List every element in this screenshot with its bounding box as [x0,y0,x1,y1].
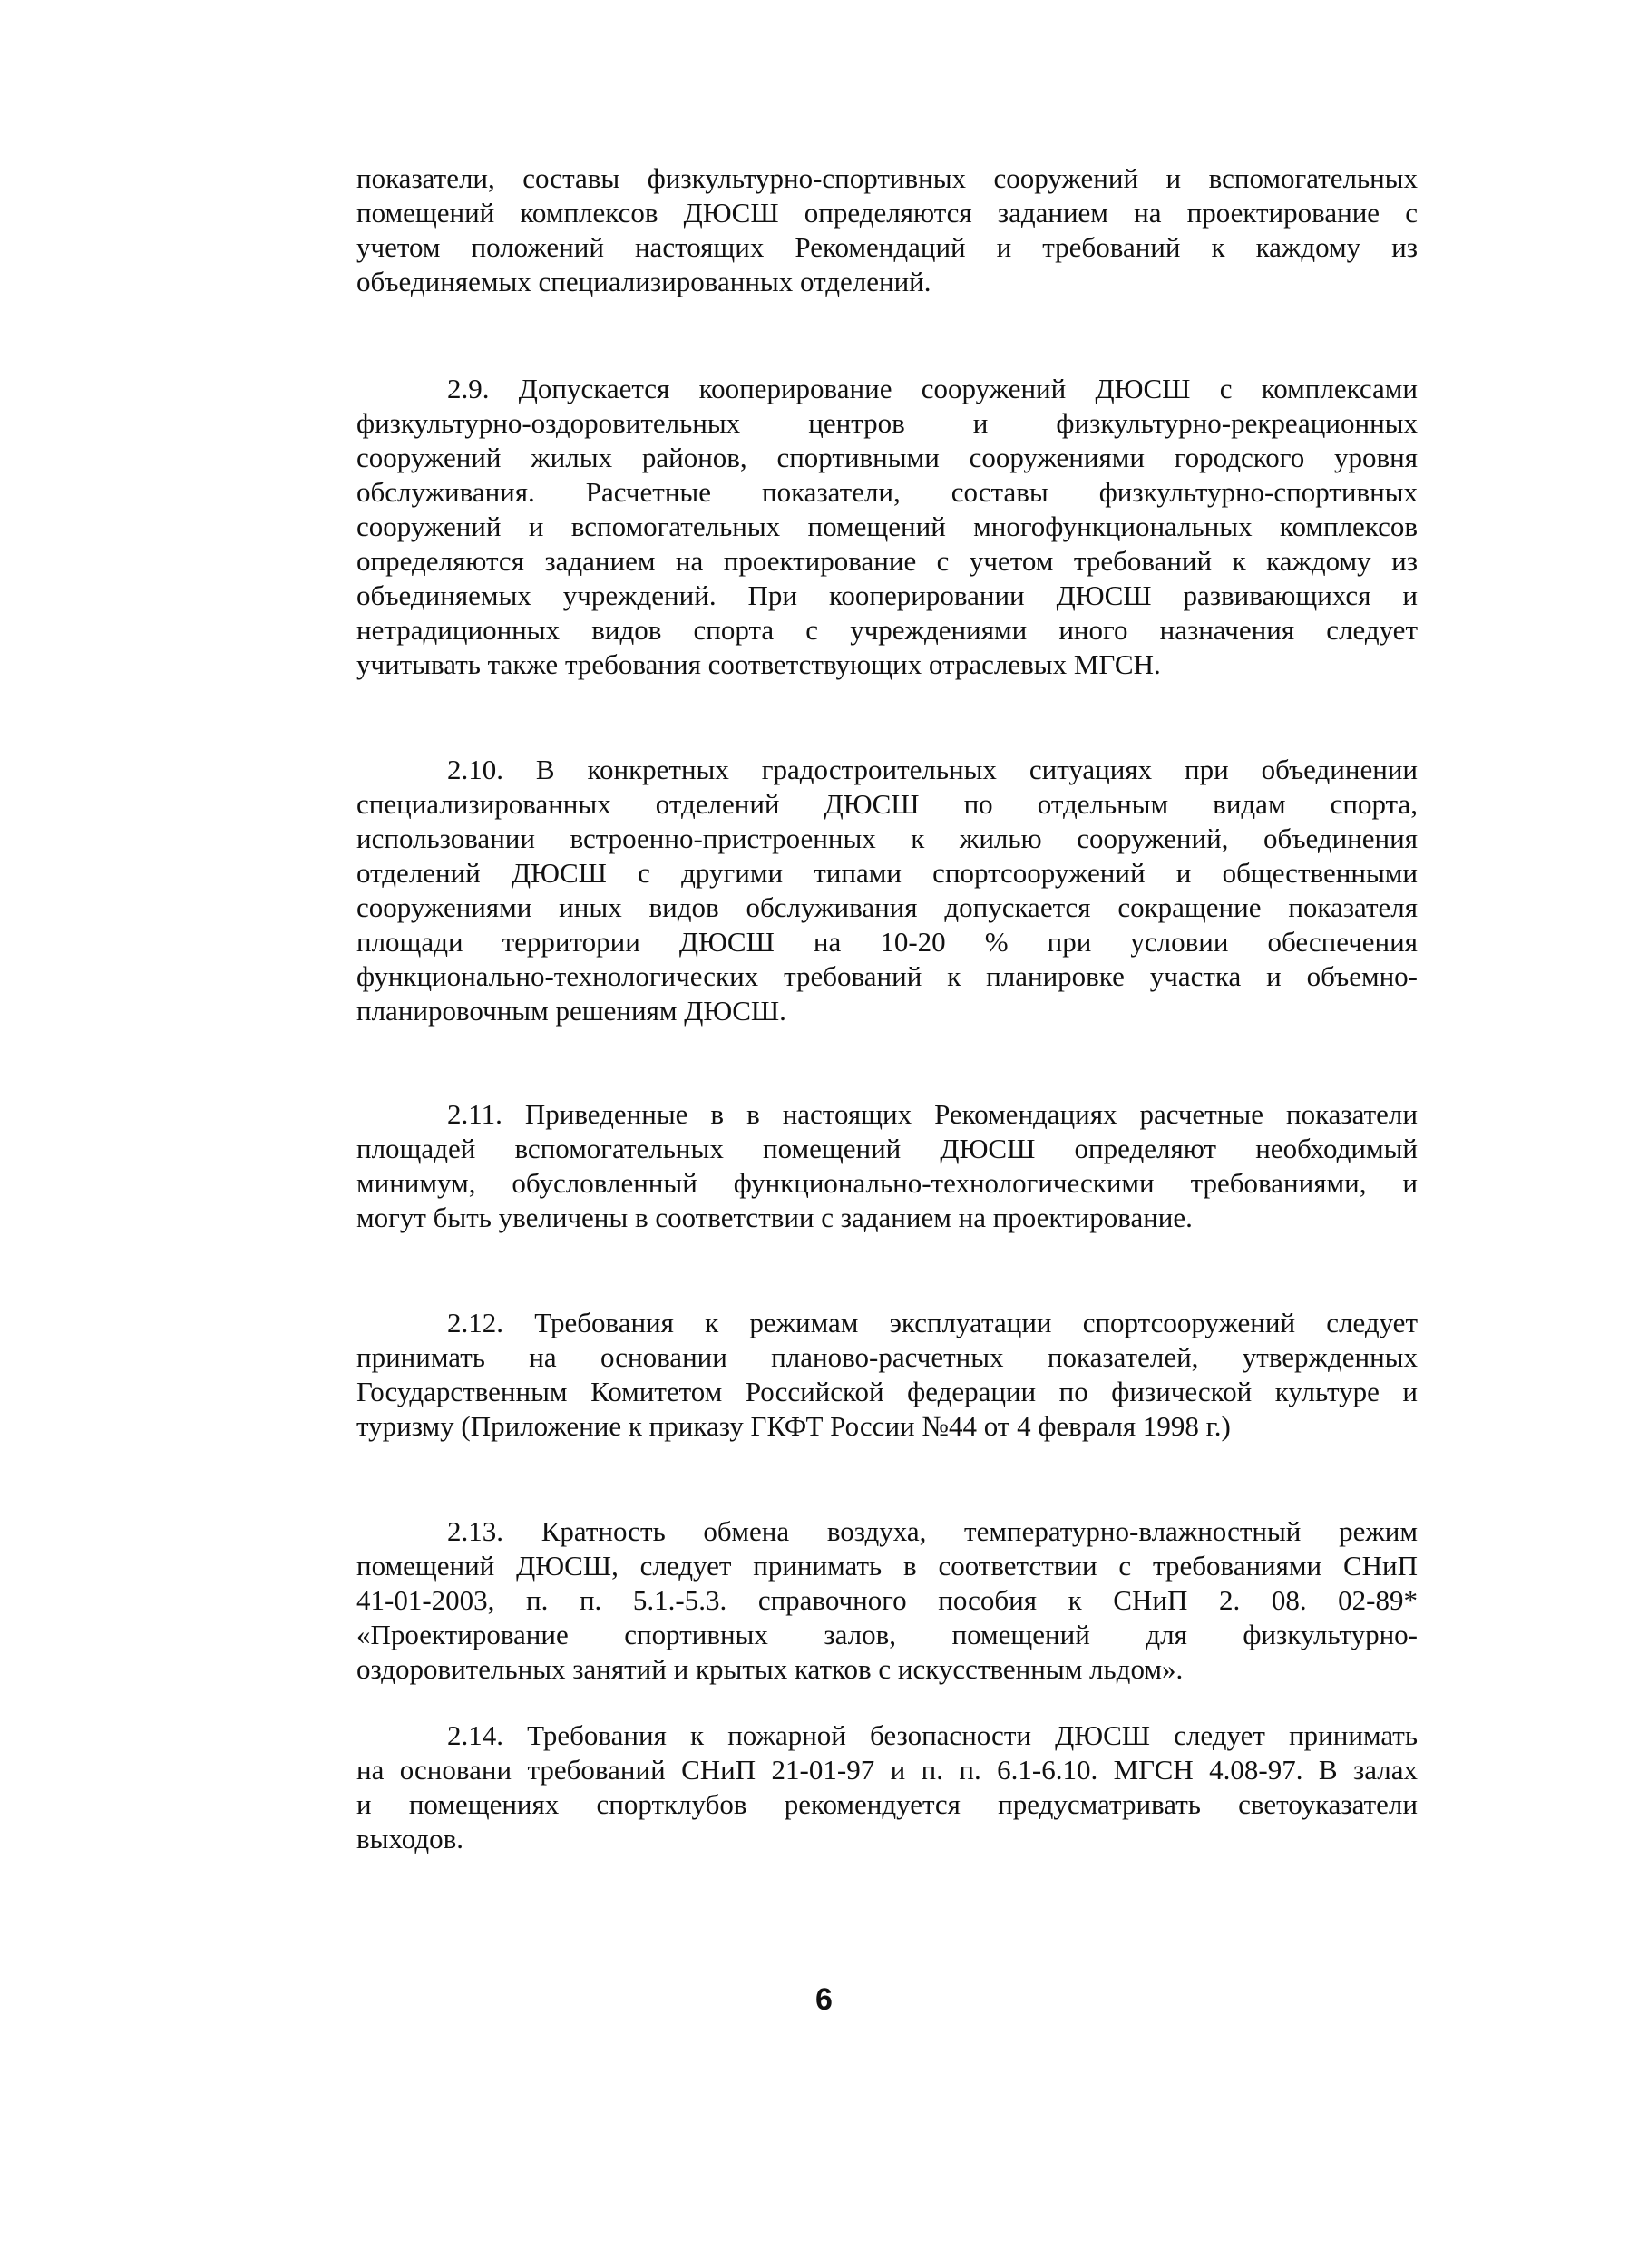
paragraph-2-11 [356,1097,1418,1235]
text-line: специализированных отделений ДЮСШ по отдельным видам спорта, [356,788,1418,820]
text-line: объединяемых учреждений. При кооперировании ДЮСШ развивающихся и [356,579,1418,611]
page-number: 6 [815,1982,833,2017]
text-line: Государственным Комитетом Российской федерации по физической культуре и [356,1376,1418,1407]
text-line: могут быть увеличены в соответствии с заданием на проектирование. [356,1202,1193,1233]
text-line: объединяемых специализированных отделений. [356,266,931,297]
text-line: учитывать также требования соответствующих отраслевых МГСН. [356,648,1161,680]
paragraph-intro [356,161,1418,299]
text-line: помещений комплексов ДЮСШ определяются заданием на проектирование с [356,197,1418,229]
text-line: принимать на основании планово-расчетных показателей, утвержденных [356,1341,1418,1373]
text-line: сооружений и вспомогательных помещений многофункциональных комплексов [356,511,1418,542]
text-line: 2.12. Требования к режимам эксплуатации спортсооружений следует [447,1307,1418,1338]
text-line: нетрадиционных видов спорта с учреждениями иного назначения следует [356,614,1418,646]
text-line: 41-01-2003, п. п. 5.1.-5.3. справочного пособия к СНиП 2. 08. 02-89* [356,1584,1418,1616]
text-line: на основани требований СНиП 21-01-97 и п. п. 6.1-6.10. МГСН 4.08-97. В залах [356,1754,1418,1786]
text-line: физкультурно-оздоровительных центров и физкультурно-рекреационных [356,407,1418,439]
text-line: помещений ДЮСШ, следует принимать в соответствии с требованиями СНиП [356,1550,1418,1582]
text-line: сооружений жилых районов, спортивными сооружениями городского уровня [356,442,1418,473]
text-line: функционально-технологических требований к планировке участка и объемно- [356,960,1418,992]
paragraph-2-10 [356,753,1418,1028]
text-line: «Проектирование спортивных залов, помещений для физкультурно- [356,1619,1418,1650]
text-line: 2.9. Допускается кооперирование сооружений ДЮСШ с комплексами [447,373,1418,404]
text-line: 2.13. Кратность обмена воздуха, температурно-влажностный режим [447,1515,1418,1547]
text-line: учетом положений настоящих Рекомендаций и требований к каждому из [356,231,1418,263]
text-line: 2.10. В конкретных градостроительных ситуациях при объединении [447,754,1418,785]
text-line: сооружениями иных видов обслуживания допускается сокращение показателя [356,891,1418,923]
text-line: площади территории ДЮСШ на 10-20 % при условии обеспечения [356,926,1418,958]
paragraph-2-14 [356,1718,1418,1856]
text-line: площадей вспомогательных помещений ДЮСШ определяют необходимый [356,1133,1418,1164]
paragraph-2-9 [356,372,1418,682]
text-line: 2.11. Приведенные в в настоящих Рекомендациях расчетные показатели [447,1098,1418,1130]
text-line: туризму (Приложение к приказу ГКФТ России №44 от 4 февраля 1998 г.) [356,1410,1231,1442]
text-line: использовании встроенно-пристроенных к жилью сооружений, объединения [356,823,1418,854]
text-line: отделений ДЮСШ с другими типами спортсооружений и общественными [356,857,1418,889]
paragraph-2-13 [356,1514,1418,1687]
paragraph-2-12 [356,1306,1418,1444]
text-line: выходов. [356,1823,464,1854]
text-line: обслуживания. Расчетные показатели, составы физкультурно-спортивных [356,476,1418,508]
text-line: оздоровительных занятий и крытых катков с искусственным льдом». [356,1653,1184,1685]
text-line: минимум, обусловленный функционально-технологическими требованиями, и [356,1167,1418,1199]
text-line: показатели, составы физкультурно-спортивных сооружений и вспомогательных [356,162,1418,194]
text-line: 2.14. Требования к пожарной безопасности ДЮСШ следует принимать [447,1719,1418,1751]
text-line: и помещениях спортклубов рекомендуется предусматривать светоуказатели [356,1788,1418,1820]
text-line: планировочным решениям ДЮСШ. [356,995,786,1027]
text-line: определяются заданием на проектирование с учетом требований к каждому из [356,545,1418,577]
